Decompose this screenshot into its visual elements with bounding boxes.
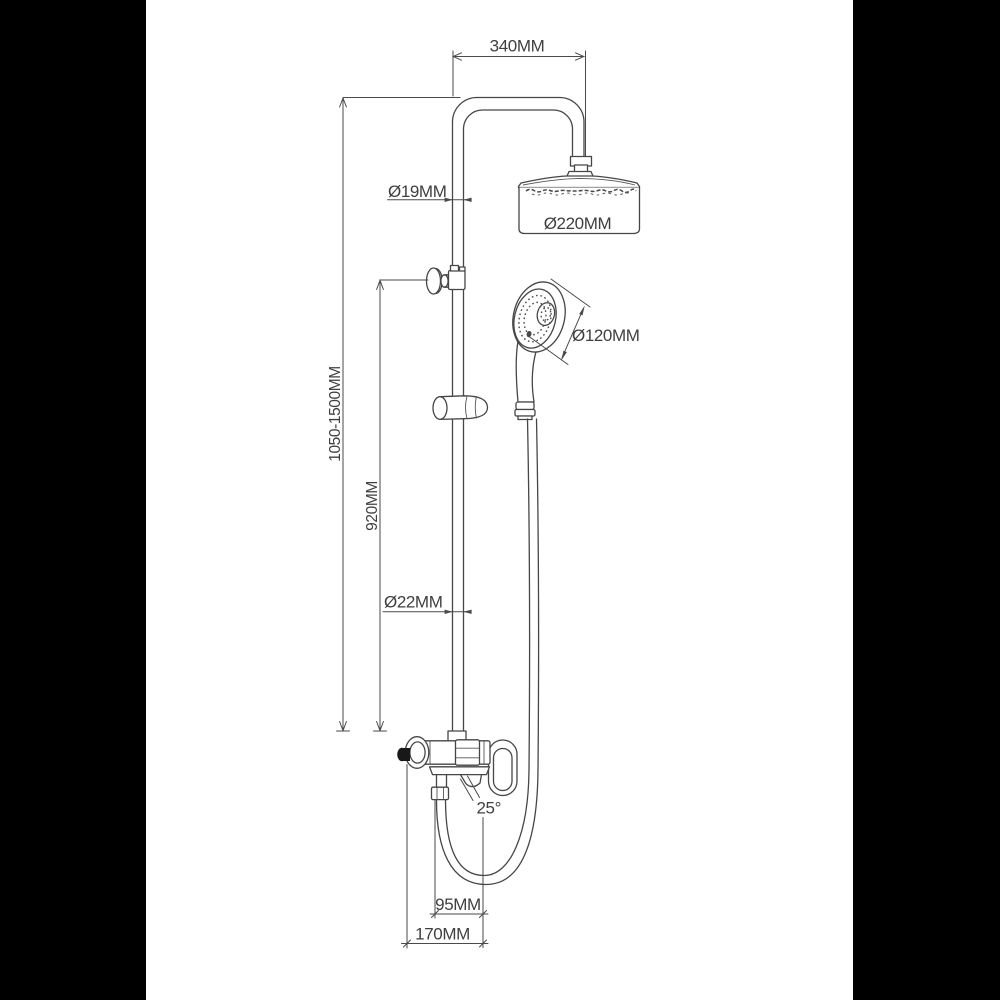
handle-connector bbox=[516, 402, 534, 410]
riser-upper-diameter-label: Ø19MM bbox=[388, 182, 447, 201]
bracket-height-label: 920MM bbox=[364, 481, 381, 531]
overall-height-label: 1050-1500MM bbox=[327, 366, 344, 462]
wall-offset-label: 170MM bbox=[415, 924, 470, 944]
bracket-clamp-tab bbox=[451, 266, 459, 272]
mixer-hex-nut bbox=[456, 740, 480, 765]
bracket-clamp-tab-2 bbox=[460, 267, 466, 271]
overhead-diameter-label: Ø220MM bbox=[543, 214, 612, 233]
hose-outlet-stem bbox=[437, 775, 447, 789]
arm-length-label: 340MM bbox=[489, 36, 545, 56]
diverter-knob bbox=[397, 748, 407, 762]
slider-end-cap bbox=[433, 397, 447, 420]
handshower-diameter-label: Ø120MM bbox=[572, 326, 640, 345]
handle-connector-ring bbox=[515, 410, 535, 417]
bracket-hub bbox=[441, 275, 448, 287]
bracket-clamp bbox=[449, 271, 466, 290]
spout-angle-label: 25° bbox=[476, 798, 502, 818]
riser-lower-diameter-label: Ø22MM bbox=[384, 592, 443, 612]
spout-offset-label: 95MM bbox=[435, 895, 481, 914]
bracket-flange bbox=[427, 268, 441, 294]
slider-knob bbox=[433, 396, 488, 420]
under-body-plate bbox=[430, 767, 490, 775]
drawing-sheet bbox=[146, 0, 853, 1000]
hose-hex-nut bbox=[432, 787, 449, 799]
hose-ferrule bbox=[518, 416, 532, 420]
